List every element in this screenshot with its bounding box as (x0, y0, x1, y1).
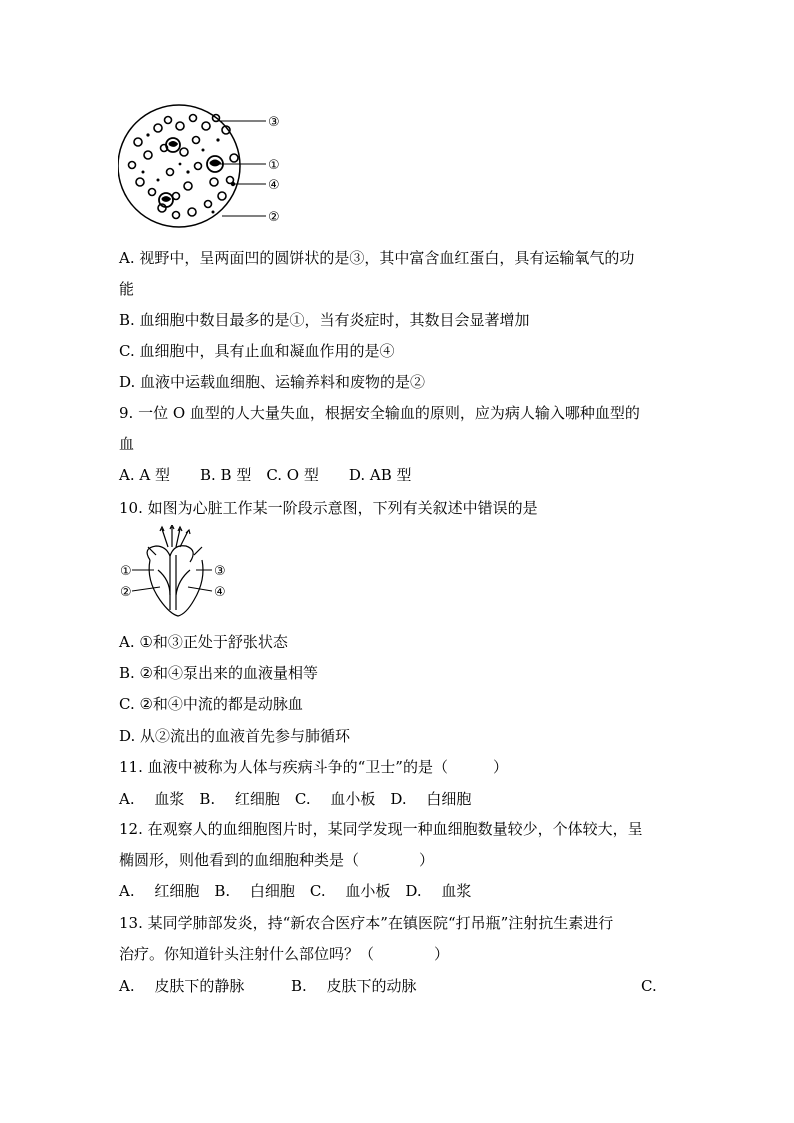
q8-option-a-cont: 能 (119, 280, 135, 298)
q10-option-b: B. ②和④泵出来的血液量相等 (119, 664, 319, 682)
q8-option-a: A. 视野中，呈两面凹的圆饼状的是③，其中富含血红蛋白，具有运输氧气的功 (119, 249, 635, 267)
heart-label-1: ① (120, 564, 132, 579)
q11-stem: 11. 血液中被称为人体与疾病斗争的“卫士”的是（ ） (119, 758, 508, 776)
q13-option-b: B. 皮肤下的动脉 (291, 977, 417, 995)
heart-label-3: ③ (214, 564, 226, 579)
q12-stem-cont: 椭圆形，则他看到的血细胞种类是（ ） (119, 851, 435, 869)
q8-option-c: C. 血细胞中，具有止血和凝血作用的是④ (119, 342, 395, 360)
microscope-field (118, 105, 240, 227)
q13-option-a: A. 皮肤下的静脉 (119, 977, 245, 995)
label-1: ① (268, 158, 280, 173)
q9-stem-cont: 血 (119, 435, 135, 453)
q10-option-d: D. 从②流出的血液首先参与肺循环 (119, 727, 351, 745)
heart-label-4: ④ (214, 585, 226, 600)
q12-options: A. 红细胞 B. 白细胞 C. 血小板 D. 血浆 (119, 882, 472, 900)
q12-stem: 12. 在观察人的血细胞图片时，某同学发现一种血细胞数量较少，个体较大，呈 (119, 820, 643, 838)
q8-option-b: B. 血细胞中数目最多的是①，当有炎症时，其数目会显著增加 (119, 311, 530, 329)
q13-option-c: C. (641, 977, 657, 995)
label-4: ④ (268, 178, 280, 193)
q9-stem: 9. 一位 O 血型的人大量失血，根据安全输血的原则，应为病人输入哪种血型的 (119, 404, 640, 422)
q11-options: A. 血浆 B. 红细胞 C. 血小板 D. 白细胞 (119, 790, 472, 808)
q13-stem: 13. 某同学肺部发炎，持“新农合医疗本”在镇医院“打吊瓶”注射抗生素进行 (119, 914, 614, 932)
q13-stem-cont: 治疗。你知道针头注射什么部位吗？（ ） (119, 945, 450, 963)
label-3: ③ (268, 115, 280, 130)
q10-stem: 10. 如图为心脏工作某一阶段示意图，下列有关叙述中错误的是 (119, 499, 538, 517)
q10-option-a: A. ①和③正处于舒张状态 (119, 633, 288, 651)
heart-diagram (118, 525, 233, 620)
q10-option-c: C. ②和④中流的都是动脉血 (119, 695, 303, 713)
q9-options: A. A 型 B. B 型 C. O 型 D. AB 型 (119, 466, 412, 484)
heart-label-2: ② (120, 585, 132, 600)
blood-smear-figure (118, 100, 298, 235)
q8-option-d: D. 血液中运载血细胞、运输养料和废物的是② (119, 373, 426, 391)
label-2: ② (268, 210, 280, 225)
